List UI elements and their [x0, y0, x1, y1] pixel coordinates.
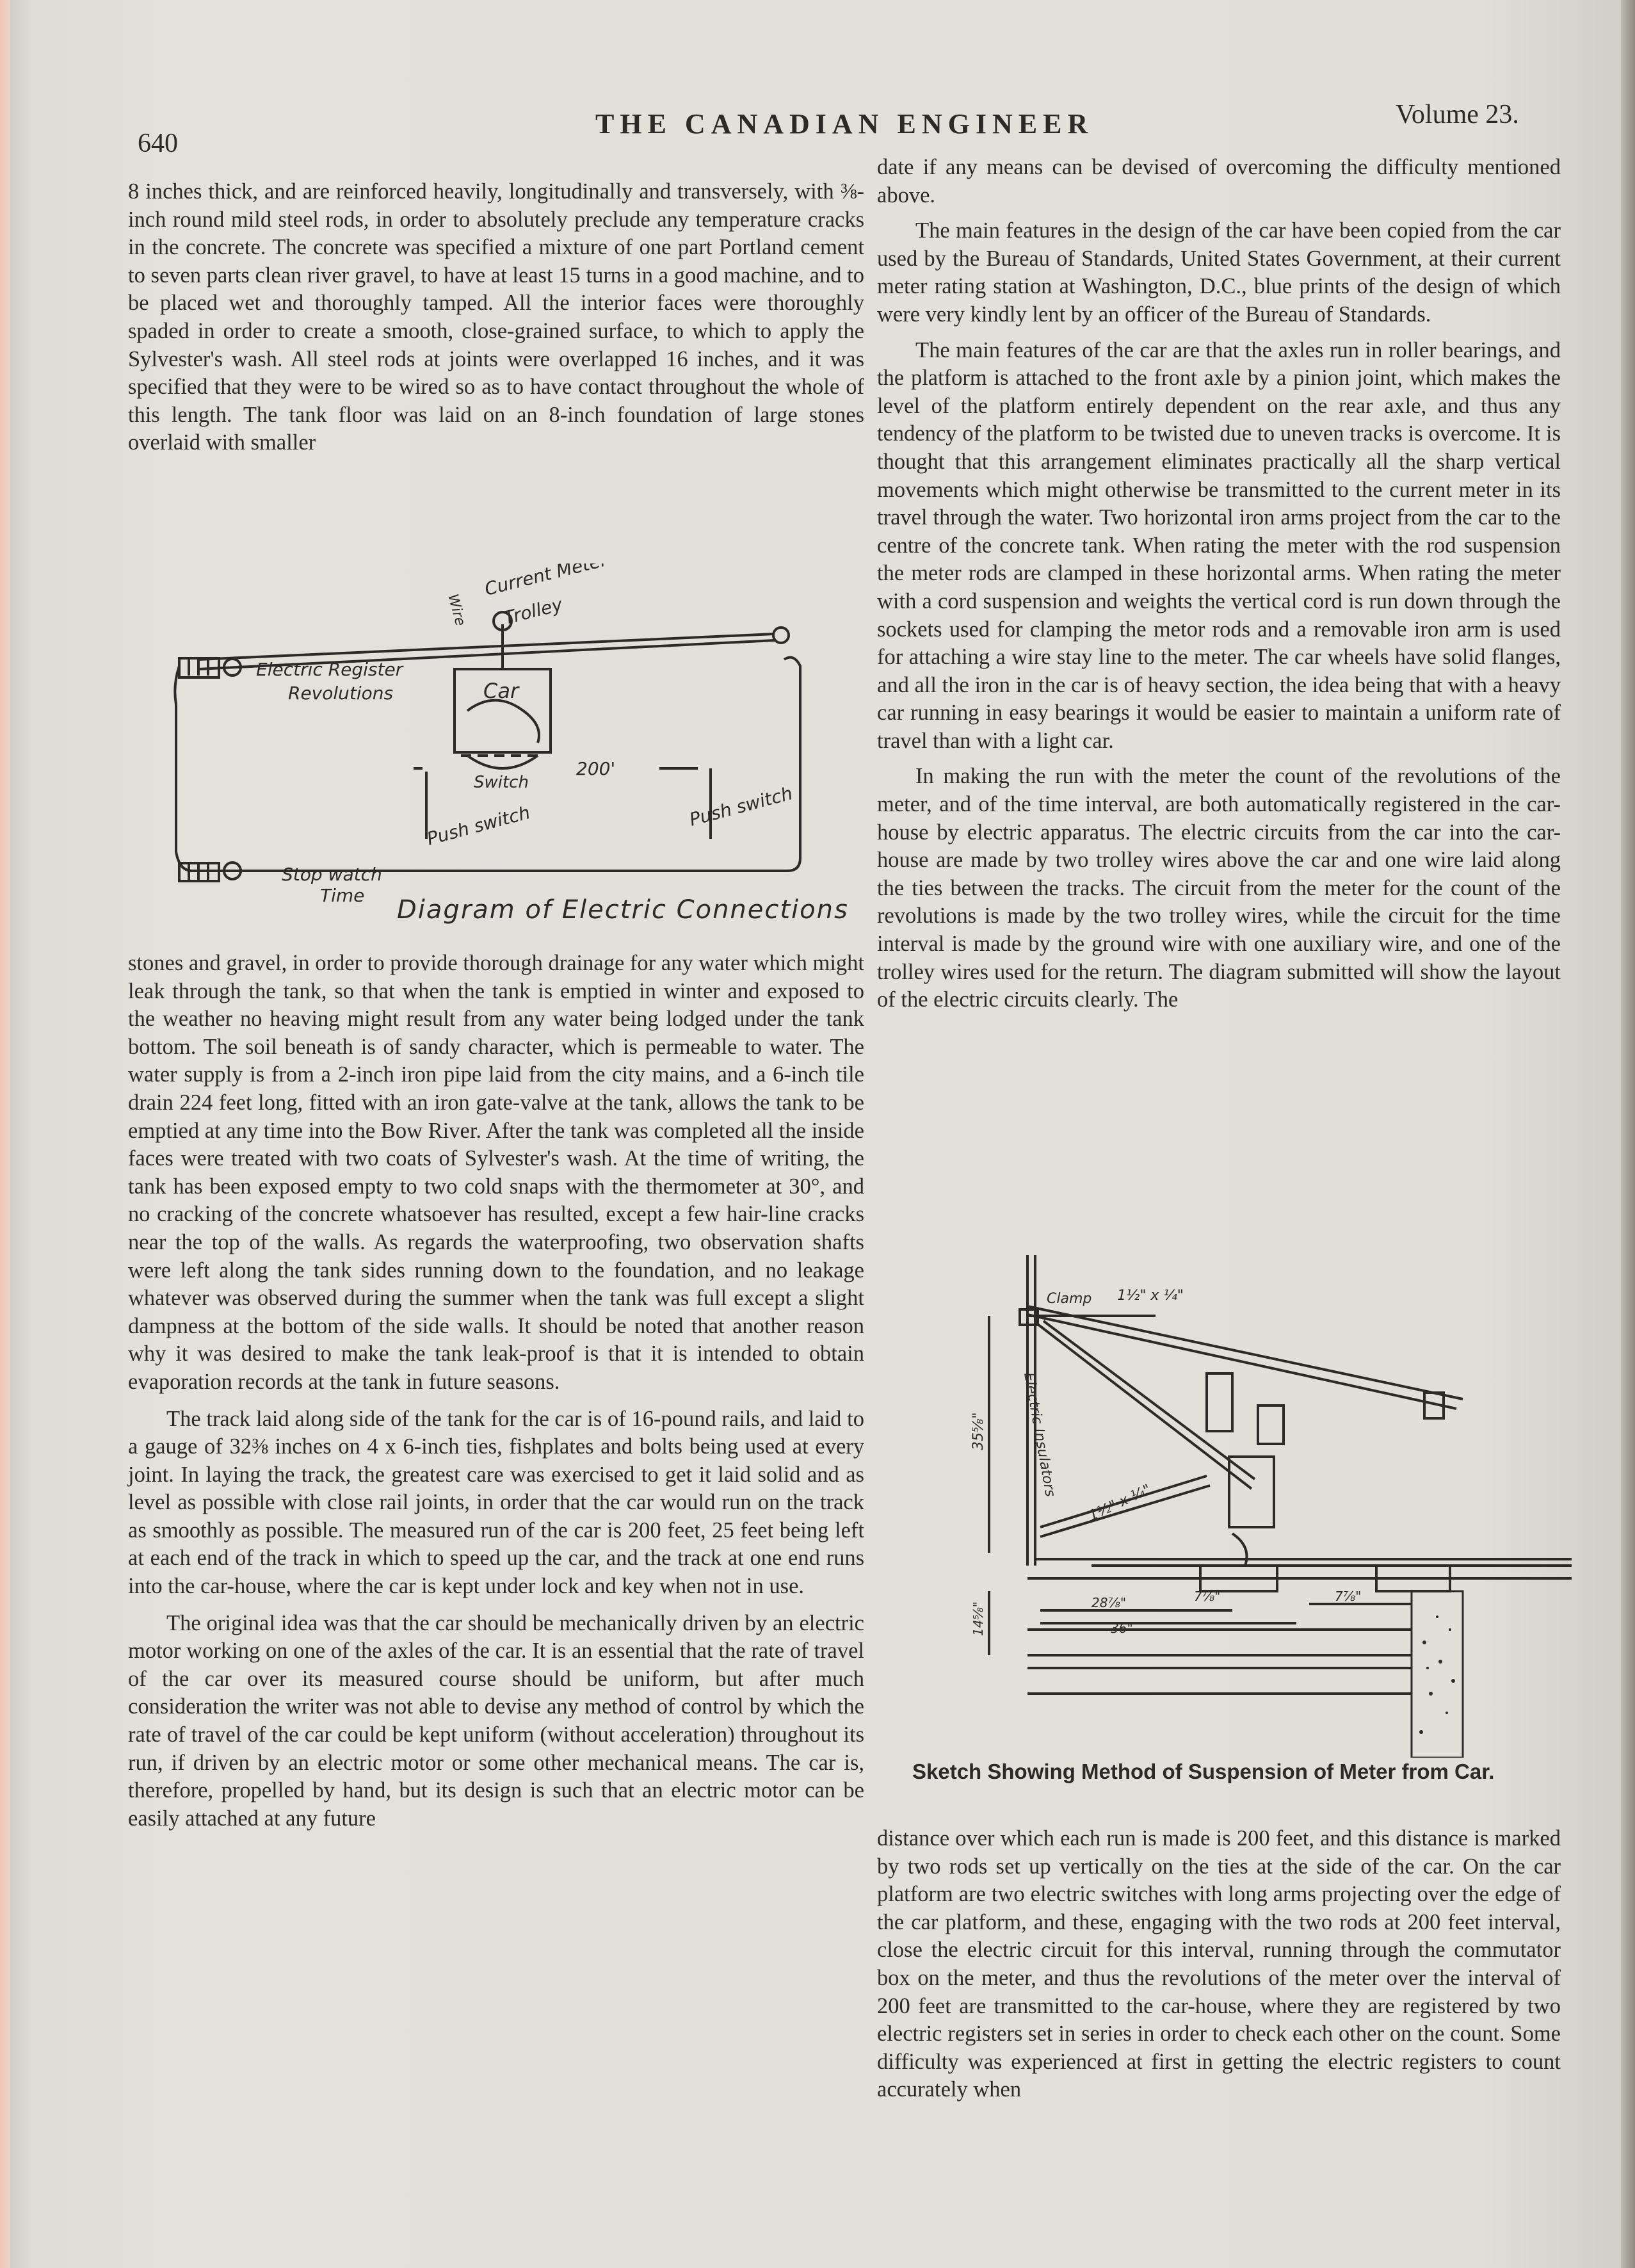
label-electric-register: Electric Register: [256, 659, 403, 680]
label-stop-watch: Stop watch: [282, 864, 382, 885]
diagram-svg: [160, 563, 832, 948]
paragraph: stones and gravel, in order to provide thorough drainage for any water which might leak through the tank, so that when the tank is emptied in winter and exposed to the weather no heaving might result from any water being lodged under the tank bottom. The soil beneath is of sandy character, which is permeable to water. The water supply is from a 2-inch iron pipe laid from the city mains, and a 6-inch tile drain 224 feet long, fitted with an iron gate-valve at the tank, allows the tank to be emptied at any time into the Bow River. After the tank was completed all the inside faces were treated with two coats of Sylvester's wash. At the time of writing, the tank has been exposed empty to two cold snaps with the thermometer at 30°, and no cracking of the concrete whatsoever has resulted, except a few hair-line cracks near the top of the walls. As regards the waterproofing, two observation shafts were left along the tank sides running down to the foundation, and no leakage whatever was observed during the summer when the tank was full except a slight dampness at the bottom of the side walls. It should be noted that another reason why it was desired to make the tank leak-proof is that it is intended to obtain evaporation records at the tank in future seasons.: [128, 951, 864, 1394]
label-time: Time: [320, 885, 365, 906]
paragraph: date if any means can be devised of overcoming the difficulty mentioned above.: [877, 155, 1561, 207]
page-edge-right: [1621, 0, 1635, 2268]
label-clamp: Clamp: [1047, 1291, 1092, 1307]
paragraph: distance over which each run is made is 200 feet, and this distance is marked by two rods set up vertically on the ties at the side of the car. On the car platform are two electric switches with long arms projecting over the edge of the car platform, and these, engaging with the two rods at 200 feet interval, close the electric circuit for this interval, running through the commutator box on the meter, and thus the revolutions of the meter over the interval of 200 feet are transmitted to the car-house, where they are registered by two electric registers set in series in order to check each other on the count. Some difficulty was experienced at first in getting the electric registers to count accurately when: [877, 1826, 1561, 2102]
volume-label: Volume 23.: [1396, 100, 1519, 129]
label-brace: 1½" x ¼": [1086, 1481, 1154, 1525]
right-column-bottom: [877, 1825, 1561, 2104]
label-distance: 200': [576, 758, 616, 779]
label-current-meter: Current Meter: [482, 563, 610, 600]
label-dim-7: 7⅞": [1194, 1589, 1221, 1604]
label-wire: Wire: [444, 592, 469, 628]
meter-suspension-sketch: [963, 1245, 1572, 1758]
running-head: THE CANADIAN ENGINEER: [595, 108, 1094, 140]
label-switch: Switch: [474, 773, 529, 792]
electric-connections-diagram: [160, 563, 832, 948]
sketch-caption: Sketch Showing Method of Suspension of Meter from Car.: [912, 1760, 1495, 1783]
page-edge-left: [0, 0, 10, 2268]
right-column-top: [877, 154, 1561, 1014]
label-low-height: 14⅝": [971, 1601, 986, 1636]
label-insulators: Electric Insulators: [1020, 1371, 1058, 1498]
page-number: 640: [138, 129, 178, 158]
label-car: Car: [483, 679, 519, 703]
label-push-switch-right: Push switch: [687, 782, 795, 830]
paragraph: The original idea was that the car should be mechanically driven by an electric motor working on one of the axles of the car. It is an essential that the rate of travel of the car over its measured course should be uniform, but after much consideration the writer was not able to devise any method of control by which the rate of travel of the car could be kept uniform (without acceleration) throughout its run, if driven by an electric motor or some other mechanical means. The car is, therefore, propelled by hand, but its design is such that an electric motor can be easily attached at any future: [128, 1610, 864, 1831]
paragraph: The main features in the design of the car have been copied from the car used by the Bureau of Standards, United States Government, at their current meter rating station at Washington, D.C., blue prints of the design of which were very kindly lent by an officer of the Bureau of Standards.: [877, 218, 1561, 327]
label-dim-7b: 7⅞": [1335, 1589, 1362, 1604]
paragraph: 8 inches thick, and are reinforced heavily, longitudinally and transversely, with ⅜-inch round mild steel rods, in order to absolutely preclude any temperature cracks in the concrete. The concrete was specified a mixture of one part Portland cement to seven parts clean river gravel, to have at least 15 turns in a good machine, and to be placed wet and thoroughly tamped. All the interior faces were thoroughly spaded in order to create a smooth, close-grained surface, to which to apply the Sylvester's wash. All steel rods at joints were overlapped 16 inches, and it was specified that they were to be wired so as to have contact throughout the whole of this length. The tank floor was laid on an 8-inch foundation of large stones overlaid with smaller: [128, 179, 864, 455]
paragraph: In making the run with the meter the count of the revolutions of the meter, and of the time interval, are both automatically registered in the car-house by electric apparatus. The electric circuits from the car into the car-house are made by two trolley wires above the car and one wire laid along the ties between the tracks. The circuit from the meter for the count of the revolutions is made by the two trolley wires, while the circuit for the time interval is made by the ground wire with one auxiliary wire, and one of the trolley wires used for the return. The diagram submitted will show the layout of the electric circuits clearly. The: [877, 764, 1561, 1012]
label-height: 35⅝": [971, 1412, 987, 1450]
label-push-switch-left: Push switch: [424, 802, 533, 850]
label-trolley: Trolley: [501, 594, 565, 629]
label-dim-36: 36": [1111, 1621, 1133, 1636]
sketch-svg: [963, 1245, 1572, 1758]
left-column-bottom: [128, 950, 864, 1833]
left-column-top: [128, 178, 864, 457]
paragraph: The main features of the car are that the axles run in roller bearings, and the platform is attached to the front axle by a pinion joint, which makes the level of the platform entirely dependent on the rear axle, and thus any tendency of the platform to be twisted due to uneven tracks is overcome. It is thought that this arrangement eliminates practically all the sharp vertical movements which might otherwise be transmitted to the current meter in its travel through the water. Two horizontal iron arms project from the car to the centre of the concrete tank. When rating the meter with the rod suspension the meter rods are clamped in these horizontal arms. When rating the meter with a cord suspension and weights the vertical cord is run down through the sockets used for clamping the metor rods and a removable iron arm is used for attaching a wire stay line to the meter. The car wheels have solid flanges, and all the iron in the car is of heavy section, the idea being that with a heavy car running in easy bearings it would be easier to maintain a uniform rate of travel than with a light car.: [877, 337, 1561, 753]
diagram-caption: Diagram of Electric Connections: [397, 895, 849, 925]
label-top-dimension: 1½" x ¼": [1117, 1288, 1184, 1304]
label-revolutions: Revolutions: [288, 683, 394, 704]
label-dim-28: 28⅞": [1091, 1595, 1127, 1610]
paragraph: The track laid along side of the tank for the car is of 16-pound rails, and laid to a gauge of 32⅜ inches on 4 x 6-inch ties, fishplates and bolts being used at every joint. In laying the track, the greatest care was exercised to get it laid solid and as level as possible with close rail joints, in order that the car would run on the track as smoothly as possible. The measured run of the car is 200 feet, 25 feet being left at each end of the track in which to speed up the car, and the track at one end runs into the car-house, where the car is kept under lock and key when not in use.: [128, 1406, 864, 1599]
